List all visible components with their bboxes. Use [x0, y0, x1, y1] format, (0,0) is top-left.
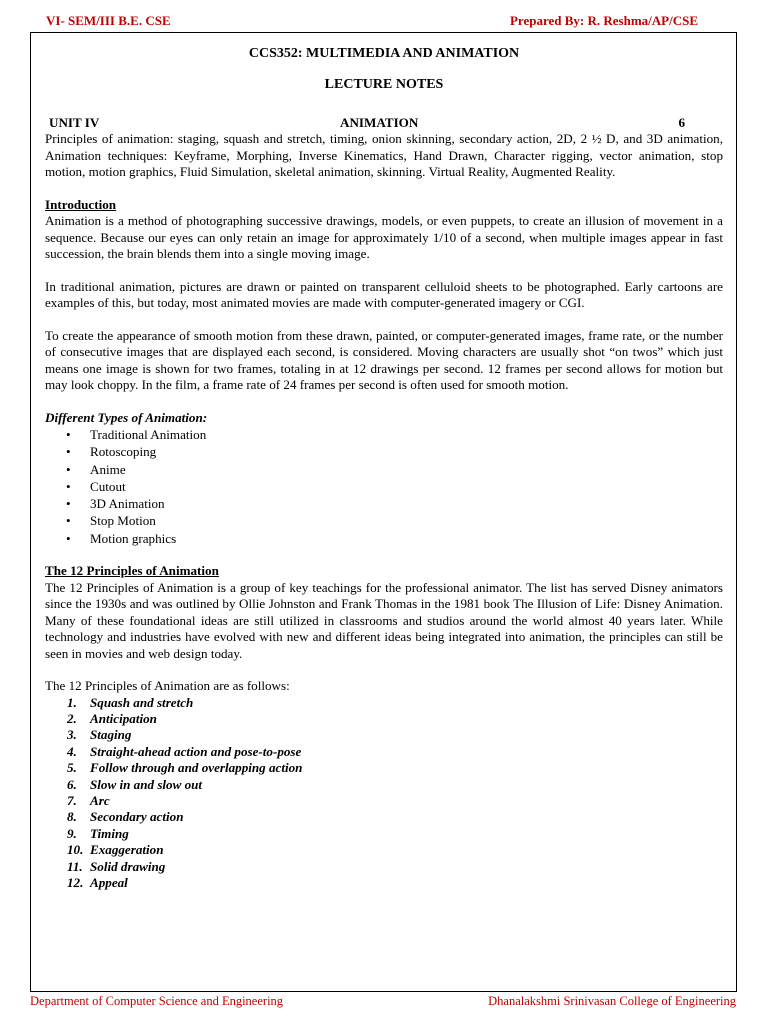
list-text: Solid drawing — [90, 858, 166, 874]
list-number: 4. — [67, 743, 77, 759]
types-heading: Different Types of Animation: — [45, 409, 208, 425]
list-number: 7. — [67, 793, 77, 809]
unit-syllabus: Principles of animation: staging, squash and stretch, timing, onion skinning, secondary action, 2D, 2 ½ D, and 3D animation, Animation techniques: Keyframe, Morphing, Inverse Kinematics, Hand Drawn, Character rigging, vector animation, stop motion, motion graphics, Fluid Simulation, skeletal animation, skinning. Virtual Reality, Augmented Reality. — [45, 131, 723, 179]
document-body — [45, 44, 723, 891]
list-item — [67, 858, 723, 875]
list-item: • Cutout — [90, 478, 723, 495]
list-number: 3. — [67, 727, 77, 743]
list-number: 10. — [67, 842, 84, 858]
list-text: Appeal — [90, 875, 128, 891]
list-item — [67, 809, 723, 825]
list-number: 6. — [67, 776, 77, 792]
list-item: • 3D Animation — [90, 495, 723, 512]
list-item — [67, 760, 723, 776]
list-number: 11. — [67, 858, 83, 874]
list-text: Secondary action — [90, 809, 184, 825]
list-text: Anticipation — [90, 710, 157, 726]
list-item: • Traditional Animation — [90, 426, 723, 443]
list-number: 12. — [67, 875, 84, 891]
list-number: 9. — [67, 825, 77, 841]
unit-label: UNIT IV — [49, 115, 100, 130]
list-item: • Motion graphics — [90, 530, 723, 547]
list-text: Exaggeration — [90, 842, 164, 858]
list-item: • Rotoscoping — [90, 443, 723, 460]
list-item — [67, 727, 723, 743]
list-text: Squash and stretch — [90, 694, 194, 710]
header-author: Prepared By: R. Reshma/AP/CSE — [509, 13, 698, 28]
list-text: Straight-ahead action and pose-to-pose — [90, 743, 302, 759]
intro-paragraph-1: Animation is a method of photographing successive drawings, models, or even puppets, to create an illusion of movement in a sequence. Because our eyes can only retain an image for approximately 1/10 of a second, when multiple images appear in fast succession, the brain blends them into a single moving image. — [45, 213, 723, 261]
footer-college: Dhanalakshmi Srinivasan College of Engineering — [488, 994, 736, 1008]
intro-paragraph-2: In traditional animation, pictures are drawn or painted on transparent celluloid sheets to be photographed. Early cartoons are examples of this, but today, most animated movies are made with computer-generated imagery or CGI. — [45, 278, 723, 310]
principles-paragraph: The 12 Principles of Animation is a group of key teachings for the professional animator. The list has served Disney animators since the 1930s and was outlined by Ollie Johnston and Frank Thomas in the 1981 book The Illusion of Life: Disney Animation. Many of these foundational ideas are still utilized in classrooms and studios around the world almost 40 years later. While technology and industries have evolved with new and different ideas being integrated into animation, the principles can still be seen in movies and web design today. — [45, 579, 723, 661]
unit-line — [45, 115, 723, 131]
introduction-heading: Introduction — [45, 196, 117, 212]
list-item — [67, 776, 723, 793]
list-number: 1. — [67, 694, 77, 710]
list-text: Arc — [90, 793, 110, 809]
list-item — [67, 743, 723, 760]
list-item — [67, 875, 723, 891]
footer-department: Department of Computer Science and Engineering — [30, 994, 284, 1008]
lecture-notes-title: LECTURE NOTES — [324, 76, 444, 92]
unit-name: ANIMATION — [340, 115, 419, 130]
list-text: Staging — [90, 727, 132, 743]
list-item — [67, 793, 723, 809]
list-number: 5. — [67, 760, 77, 776]
principles-heading: The 12 Principles of Animation — [45, 563, 219, 579]
course-title: CCS352: MULTIMEDIA AND ANIMATION — [248, 46, 520, 61]
list-text: Slow in and slow out — [90, 776, 203, 792]
list-item — [67, 825, 723, 842]
list-item: • Anime — [90, 461, 723, 478]
principles-intro: The 12 Principles of Animation are as follows: — [45, 678, 290, 694]
list-item — [67, 694, 723, 711]
list-item — [67, 710, 723, 727]
intro-paragraph-3: To create the appearance of smooth motion from these drawn, painted, or computer-generated images, frame rate, or the number of consecutive images that are displayed each second, is considered. Moving characters are usually shot “on twos” which just means one image is shown for two frames, totaling in at 12 drawings per second. 12 frames per second allows for motion but may look choppy. In the film, a frame rate of 24 frames per second is often used for smooth motion. — [45, 327, 723, 392]
unit-hours: 6 — [678, 115, 685, 130]
header-semester: VI- SEM/III B.E. CSE — [46, 13, 171, 28]
list-text: Follow through and overlapping action — [90, 760, 303, 776]
types-list — [45, 426, 723, 547]
list-text: Timing — [90, 825, 129, 841]
list-item — [67, 842, 723, 858]
list-number: 2. — [67, 710, 77, 726]
principles-list — [45, 695, 723, 892]
list-number: 8. — [67, 809, 77, 825]
list-item: • Stop Motion — [90, 512, 723, 529]
